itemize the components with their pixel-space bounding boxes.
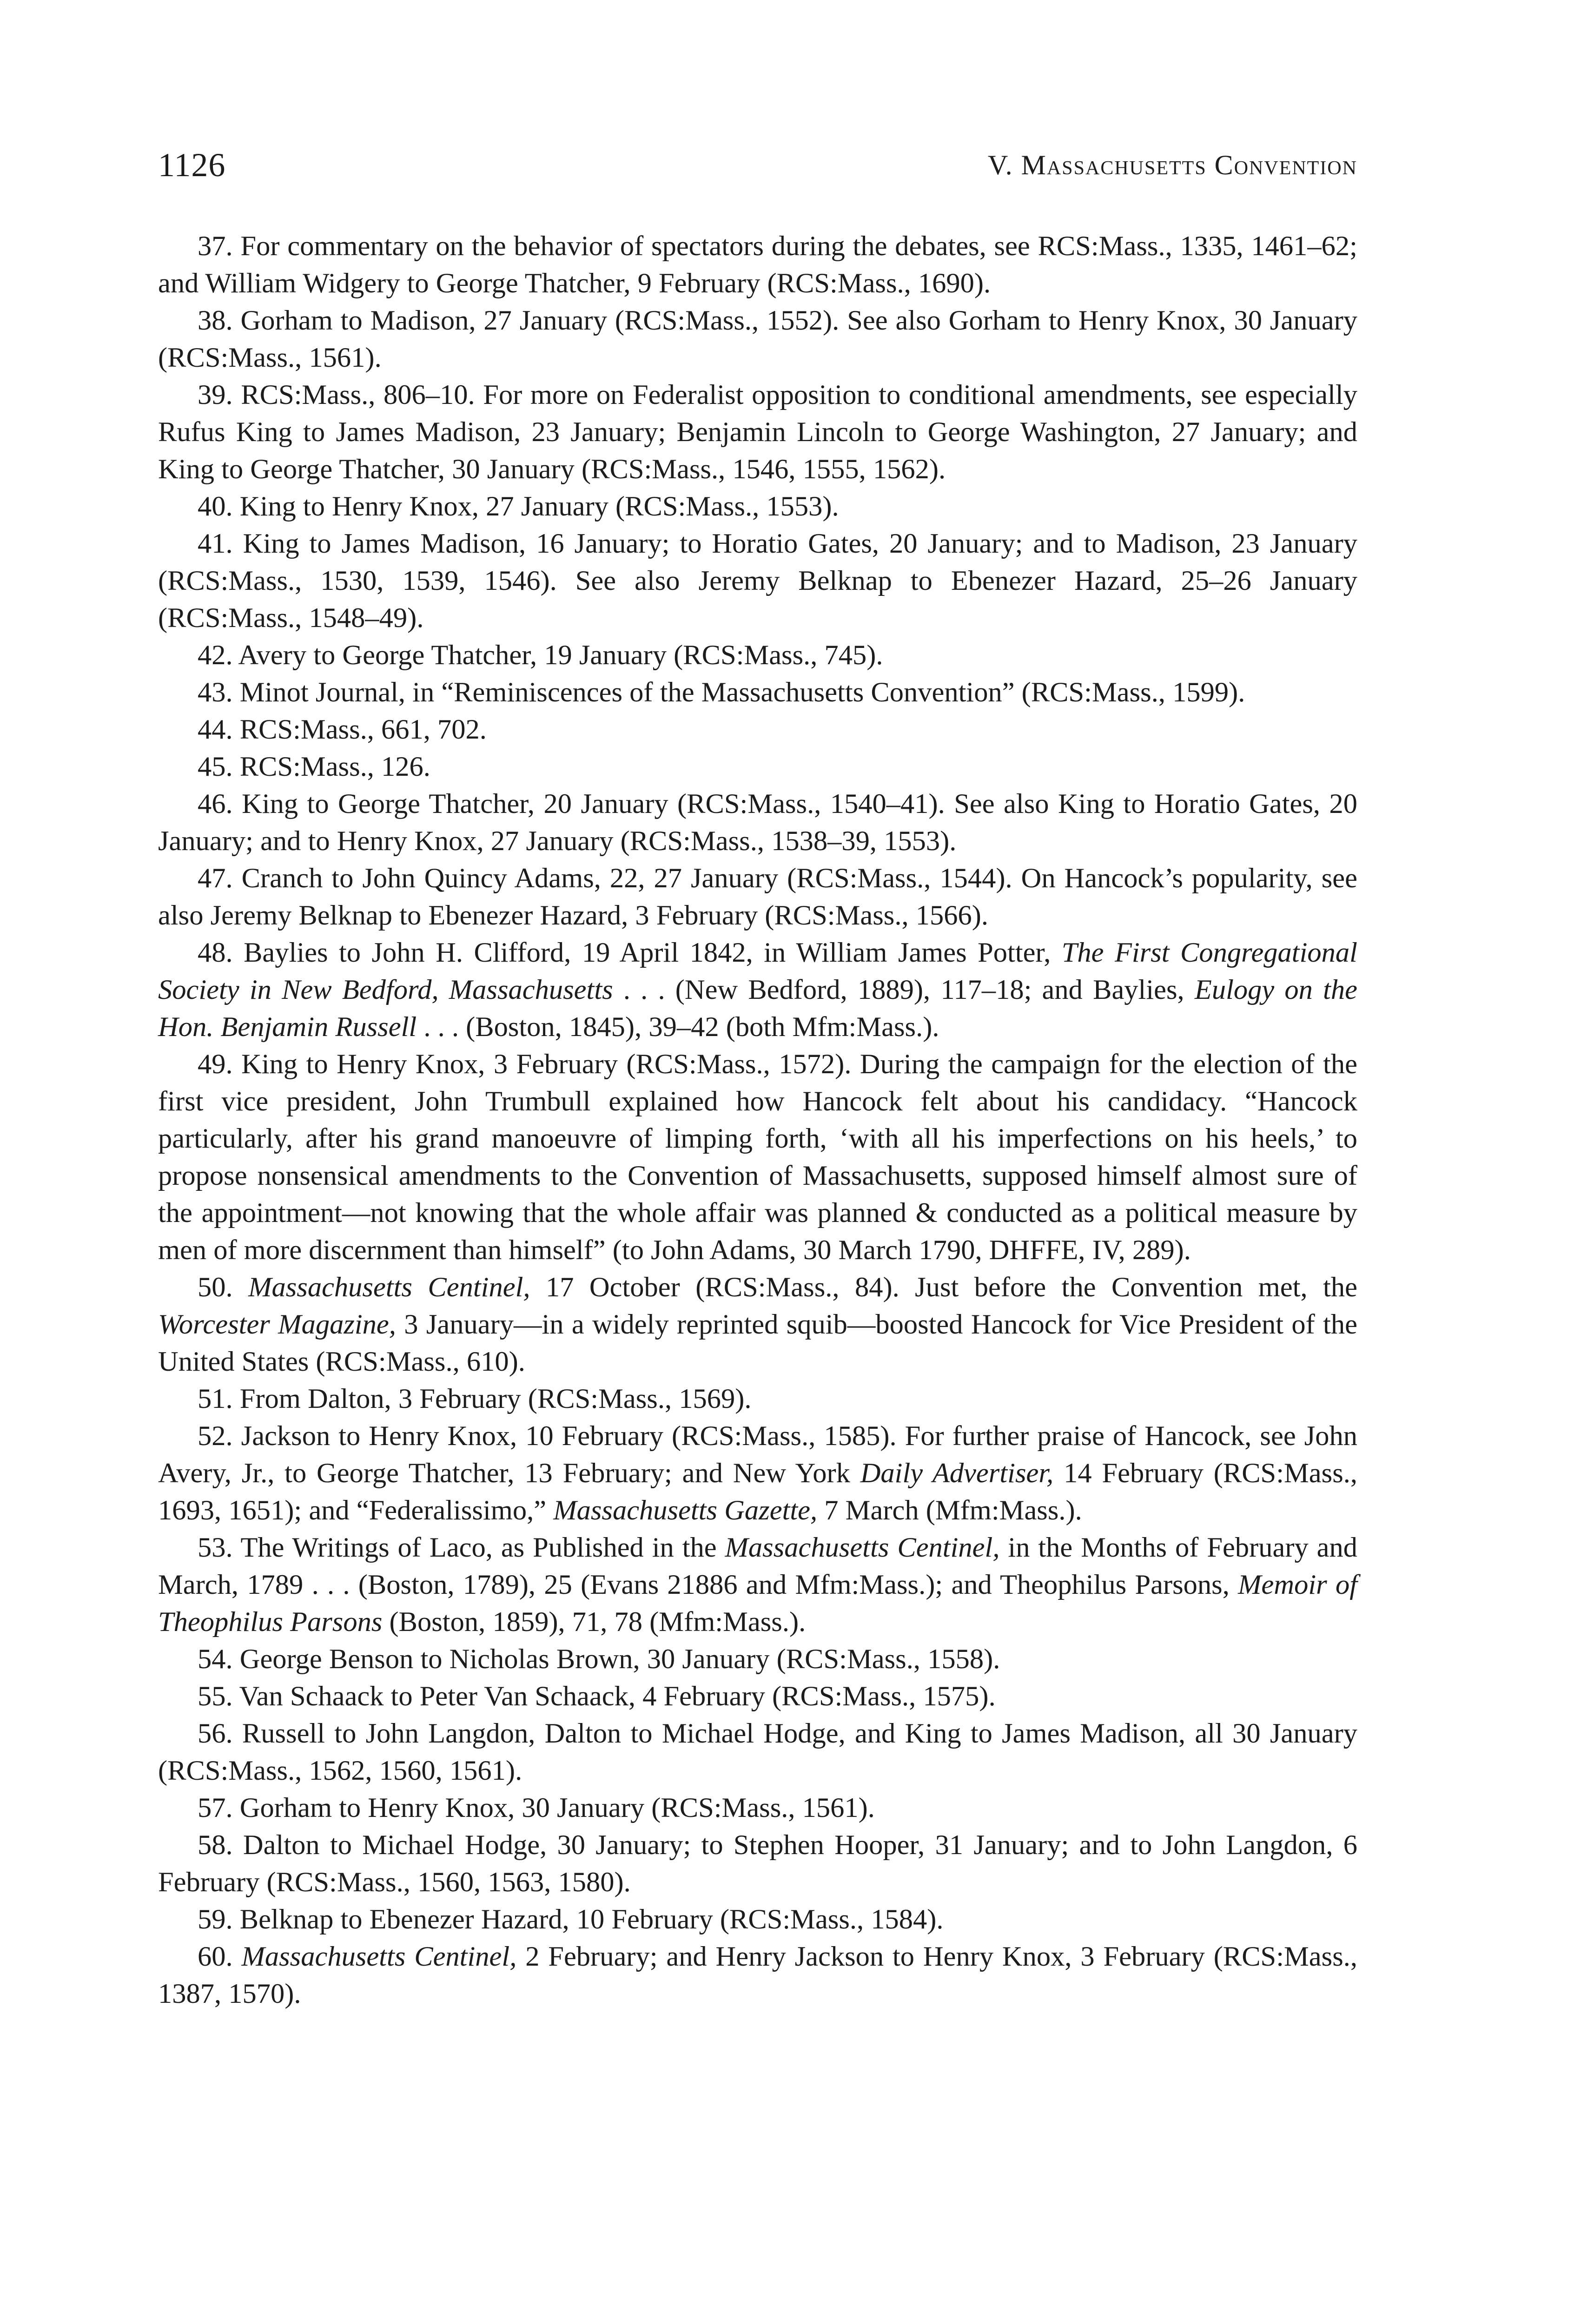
running-head (158, 139, 1357, 191)
endnote: 53. The Writings of Laco, as Published in the Massachusetts Centinel, in the Months of February and March, 1789 . . . (Boston, 1789), 25 (Evans 21886 and Mfm:Mass.); and Theophilus Parsons, Memoir of Theophilus Parsons (Boston, 1859), 71, 78 (Mfm:Mass.). (158, 1532, 1358, 1637)
endnotes (158, 228, 1357, 2013)
endnote: 44. RCS:Mass., 661, 702. (198, 714, 487, 745)
endnote: 39. RCS:Mass., 806–10. For more on Federalist opposition to conditional amendments, see especially Rufus King to James Madison, 23 January; Benjamin Lincoln to George Washington, 27 January; and King to George Thatcher, 30 January (RCS:Mass., 1546, 1555, 1562). (158, 379, 1357, 485)
endnote: 40. King to Henry Knox, 27 January (RCS:Mass., 1553). (198, 491, 839, 522)
endnote: 49. King to Henry Knox, 3 February (RCS:Mass., 1572). During the campaign for the election of the first vice president, John Trumbull explained how Hancock felt about his candidacy. “Hancock particularly, after his grand manoeuvre of limping forth, ‘with all his imperfections on his heels,’ to propose nonsensical amendments to the Convention of Massachusetts, supposed himself almost sure of the appointment—not knowing that the whole affair was planned & conducted as a political measure by men of more discernment than himself” (to John Adams, 30 March 1790, DHFFE, IV, 289). (158, 1049, 1357, 1266)
endnote: 48. Baylies to John H. Clifford, 19 April 1842, in William James Potter, The First Congregational Society in New Bedford, Massachusetts . . . (New Bedford, 1889), 117–18; and Baylies, Eulogy on the Hon. Benjamin Russell . . . (Boston, 1845), 39–42 (both Mfm:Mass.). (158, 937, 1358, 1043)
endnote: 54. George Benson to Nicholas Brown, 30 January (RCS:Mass., 1558). (198, 1644, 1000, 1675)
endnote: 43. Minot Journal, in “Reminiscences of the Massachusetts Convention” (RCS:Mass., 1599). (198, 677, 1245, 708)
endnote: 59. Belknap to Ebenezer Hazard, 10 February (RCS:Mass., 1584). (198, 1904, 944, 1935)
endnote: 60. Massachusetts Centinel, 2 February; and Henry Jackson to Henry Knox, 3 February (RCS:Mass., 1387, 1570). (158, 1941, 1357, 2009)
endnote: 41. King to James Madison, 16 January; to Horatio Gates, 20 January; and to Madison, 23 January (RCS:Mass., 1530, 1539, 1546). See also Jeremy Belknap to Ebenezer Hazard, 25–26 January (RCS:Mass., 1548–49). (158, 528, 1357, 634)
page-number: 1126 (158, 146, 226, 184)
endnote: 56. Russell to John Langdon, Dalton to Michael Hodge, and King to James Madison, all 30 January (RCS:Mass., 1562, 1560, 1561). (158, 1718, 1357, 1786)
endnote: 47. Cranch to John Quincy Adams, 22, 27 January (RCS:Mass., 1544). On Hancock’s popularity, see also Jeremy Belknap to Ebenezer Hazard, 3 February (RCS:Mass., 1566). (158, 863, 1357, 931)
endnote: 42. Avery to George Thatcher, 19 January (RCS:Mass., 745). (198, 640, 883, 671)
endnote: 52. Jackson to Henry Knox, 10 February (RCS:Mass., 1585). For further praise of Hancock, see John Avery, Jr., to George Thatcher, 13 February; and New York Daily Advertiser, 14 February (RCS:Mass., 1693, 1651); and “Federalissimo,” Massachusetts Gazette, 7 March (Mfm:Mass.). (158, 1420, 1357, 1526)
endnote: 46. King to George Thatcher, 20 January (RCS:Mass., 1540–41). See also King to Horatio Gates, 20 January; and to Henry Knox, 27 January (RCS:Mass., 1538–39, 1553). (158, 788, 1357, 857)
endnote: 51. From Dalton, 3 February (RCS:Mass., 1569). (198, 1383, 752, 1414)
endnote: 37. For commentary on the behavior of spectators during the debates, see RCS:Mass., 1335, 1461–62; and William Widgery to George Thatcher, 9 February (RCS:Mass., 1690). (158, 231, 1357, 299)
running-title: V. Massachusetts Convention (988, 150, 1357, 180)
endnote: 58. Dalton to Michael Hodge, 30 January; to Stephen Hooper, 31 January; and to John Langdon, 6 February (RCS:Mass., 1560, 1563, 1580). (158, 1829, 1357, 1898)
endnote: 50. Massachusetts Centinel, 17 October (RCS:Mass., 84). Just before the Convention met, the Worcester Magazine, 3 January—in a widely reprinted squib—boosted Hancock for Vice President of the United States (RCS:Mass., 610). (158, 1272, 1358, 1377)
endnote: 57. Gorham to Henry Knox, 30 January (RCS:Mass., 1561). (198, 1792, 875, 1823)
endnote: 55. Van Schaack to Peter Van Schaack, 4 February (RCS:Mass., 1575). (198, 1681, 996, 1712)
endnote: 45. RCS:Mass., 126. (198, 751, 430, 782)
endnote: 38. Gorham to Madison, 27 January (RCS:Mass., 1552). See also Gorham to Henry Knox, 30 January (RCS:Mass., 1561). (158, 305, 1357, 373)
